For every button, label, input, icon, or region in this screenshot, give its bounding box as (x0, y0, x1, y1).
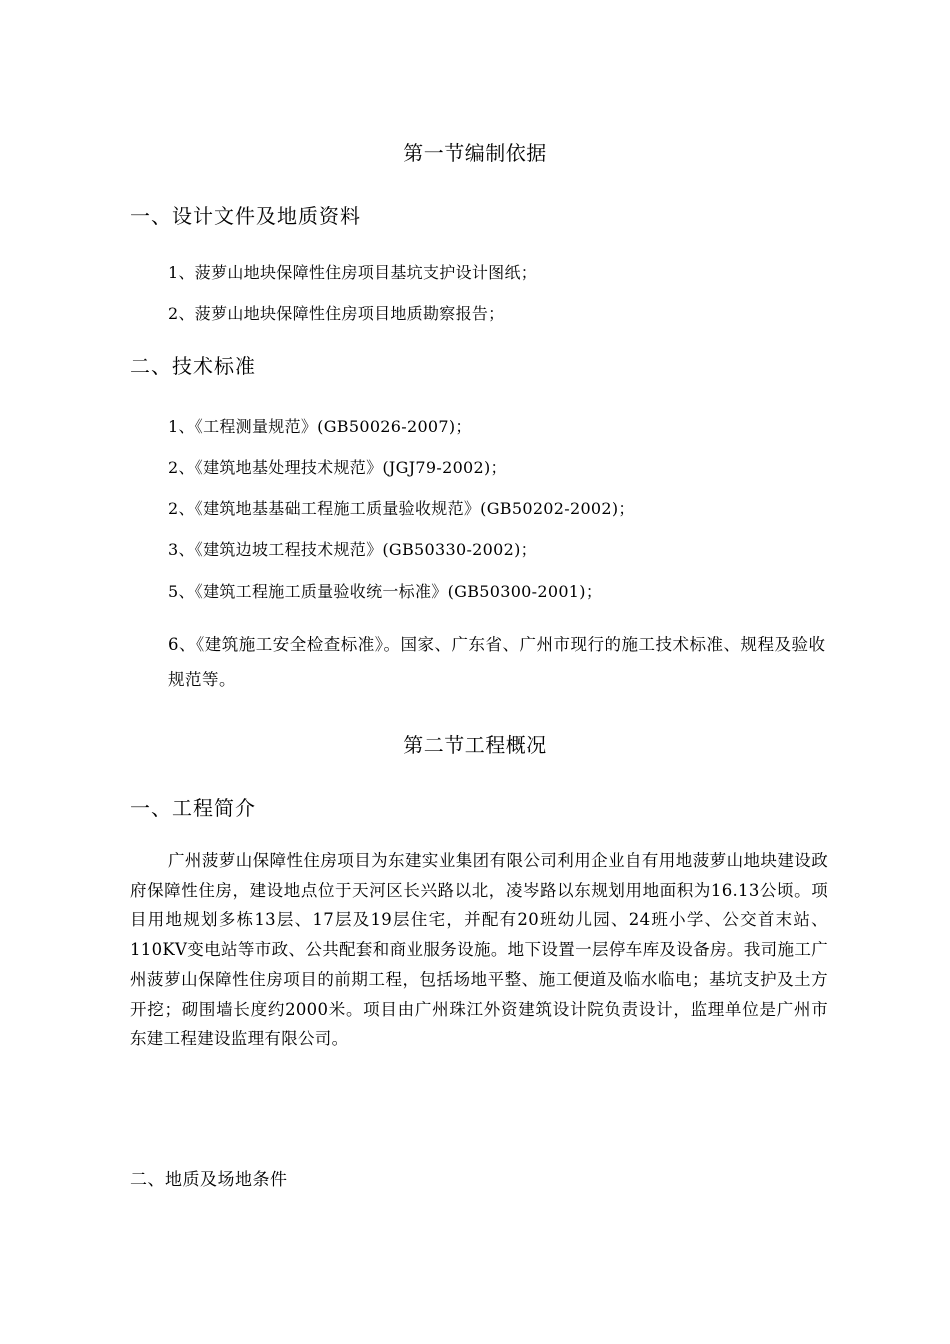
heading-geology: 二、地质及场地条件 (130, 1170, 288, 1190)
list-item: 6、《建筑施工安全检查标准》。国家、广东省、广州市现行的施工技术标准、规程及验收规范等。 (168, 635, 826, 689)
list-item: 1、菠萝山地块保障性住房项目基坑支护设计图纸； (168, 263, 538, 282)
list-item: 1、《工程测量规范》(GB50026-2007)； (168, 417, 472, 436)
list-item: 3、《建筑边坡工程技术规范》(GB50330-2002)； (168, 540, 537, 559)
section-title: 第一节编制依据 (403, 141, 547, 165)
section-title: 第二节工程概况 (403, 733, 547, 757)
project-intro-paragraph: 广州菠萝山保障性住房项目为东建实业集团有限公司利用企业自有用地菠萝山地块建设政府保障性住房，建设地点位于天河区长兴路以北，凌岑路以东规划用地面积为16.13公顷。项目用地规划多栋13层、17层及19层住宅，并配有20班幼儿园、24班小学、公交首末站、110KV变电站等市政、公共配套和商业服务设施。地下设置一层停车库及设备房。我司施工广州菠萝山保障性住房项目的前期工程，包括场地平整、施工便道及临水临电；基坑支护及土方开挖；砌围墙长度约2000米。项目由广州珠江外资建筑设计院负责设计，监理单位是广州市东建工程建设监理有限公司。 (130, 851, 828, 1049)
list-item: 2、《建筑地基基础工程施工质量验收规范》(GB50202-2002)； (168, 499, 635, 518)
heading-project-intro: 一、工程简介 (130, 796, 256, 820)
list-item: 5、《建筑工程施工质量验收统一标准》(GB50300-2001)； (168, 582, 603, 601)
list-item: 2、《建筑地基处理技术规范》(JGJ79-2002)； (168, 458, 507, 477)
list-item: 2、菠萝山地块保障性住房项目地质勘察报告； (168, 304, 505, 323)
heading-tech-standards: 二、技术标准 (130, 354, 256, 378)
heading-design-files: 一、设计文件及地质资料 (130, 204, 361, 228)
